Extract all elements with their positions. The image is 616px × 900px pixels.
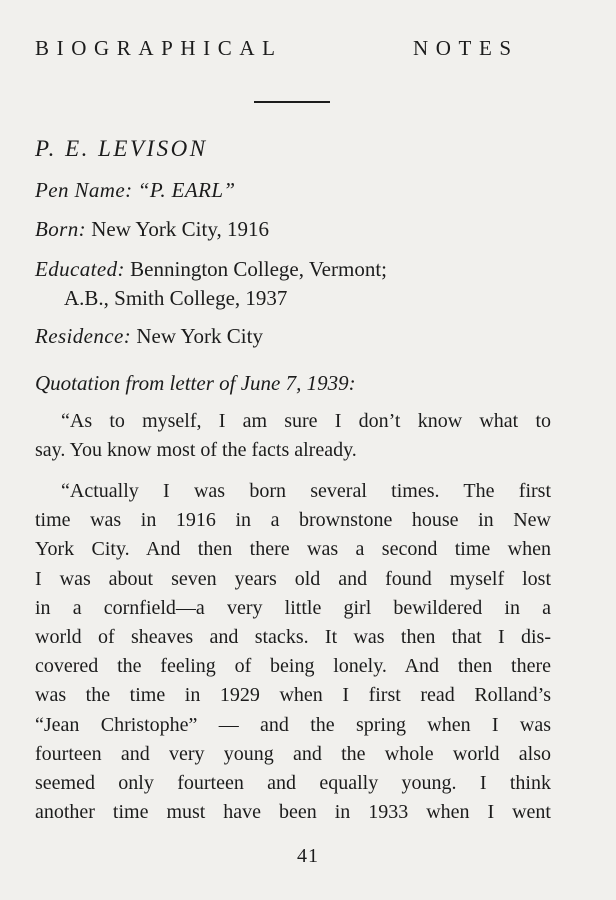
born-label: Born: bbox=[35, 217, 86, 241]
paragraph-line: “Jean Christophe” — and the spring when I was bbox=[35, 713, 551, 736]
header-divider-rule bbox=[254, 101, 330, 103]
educated-value-2: A.B., Smith College, 1937 bbox=[64, 286, 288, 310]
pen-name-label: Pen Name: bbox=[35, 178, 133, 202]
page-number: 41 bbox=[297, 845, 319, 867]
educated-line-continued bbox=[35, 284, 604, 312]
header-word-biographical: BIOGRAPHICAL bbox=[35, 36, 283, 60]
letter-paragraph-2 bbox=[35, 477, 551, 827]
running-header bbox=[35, 36, 555, 61]
header-word-notes: NOTES bbox=[413, 36, 519, 60]
paragraph-line: another time must have been in 1933 when I went bbox=[35, 801, 551, 824]
born-value: New York City, 1916 bbox=[91, 217, 269, 241]
entry-name: P. E. LEVISON bbox=[35, 136, 208, 161]
residence-line bbox=[35, 322, 575, 350]
paragraph-line: time was in 1916 in a brownstone house in New bbox=[35, 509, 551, 532]
educated-value-1: Bennington College, Vermont; bbox=[130, 257, 387, 281]
paragraph-line: covered the feeling of being lonely. And then there bbox=[35, 655, 551, 678]
born-line bbox=[35, 215, 575, 243]
paragraph-line: say. You know most of the facts already. bbox=[35, 439, 357, 462]
pen-name-value: “P. EARL” bbox=[137, 178, 236, 202]
paragraph-line: world of sheaves and stacks. It was then that I dis- bbox=[35, 626, 551, 649]
paragraph-line: in a cornfield—a very little girl bewildered in a bbox=[35, 596, 551, 619]
educated-line bbox=[35, 255, 575, 283]
pen-name-line bbox=[35, 176, 575, 204]
paragraph-line: “Actually I was born several times. The first bbox=[61, 480, 551, 502]
paragraph-line: was the time in 1929 when I first read Rolland’s bbox=[35, 684, 551, 707]
paragraph-line: “As to myself, I am sure I don’t know what to bbox=[61, 410, 551, 432]
paragraph-line: I was about seven years old and found myself lost bbox=[35, 567, 551, 590]
quotation-heading: Quotation from letter of June 7, 1939: bbox=[35, 371, 356, 395]
residence-label: Residence: bbox=[35, 324, 132, 348]
paragraph-line: fourteen and very young and the whole world also bbox=[35, 742, 551, 765]
letter-paragraph-1 bbox=[35, 407, 551, 465]
paragraph-line: seemed only fourteen and equally young. I think bbox=[35, 772, 551, 795]
educated-label: Educated: bbox=[35, 257, 125, 281]
paragraph-line: York City. And then there was a second time when bbox=[35, 538, 551, 561]
residence-value: New York City bbox=[136, 324, 263, 348]
